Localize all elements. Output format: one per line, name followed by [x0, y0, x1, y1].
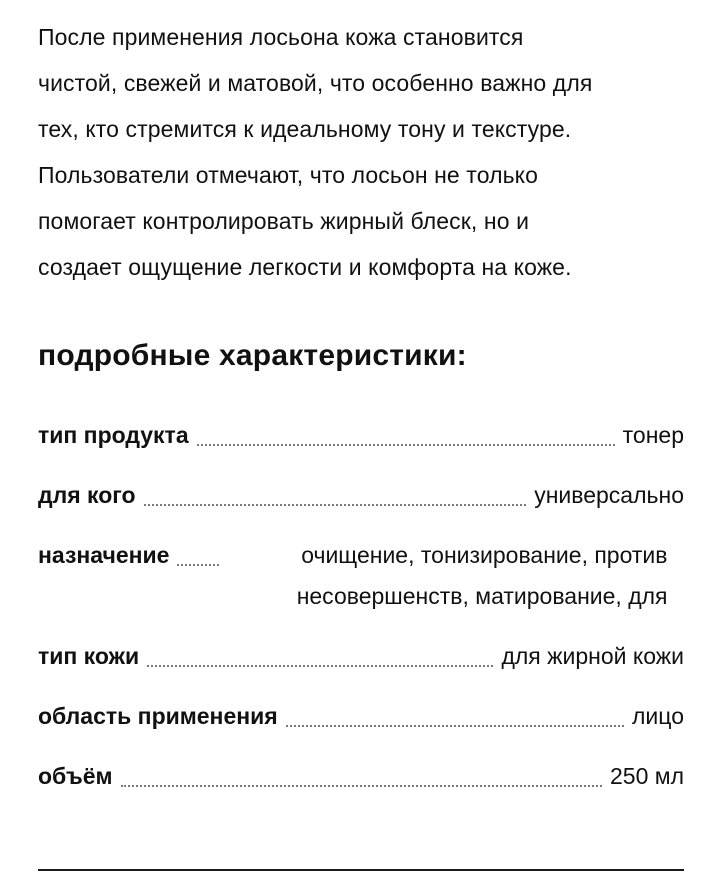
spec-row-skin-type	[38, 636, 684, 677]
spec-value: универсально	[534, 482, 684, 508]
spec-label: для кого	[38, 482, 136, 508]
spec-row-audience	[38, 475, 684, 516]
specs-list	[38, 415, 684, 797]
spec-value: очищение, тонизирование, против несовершенств, матирование, для	[296, 542, 668, 609]
spec-label: назначение	[38, 542, 170, 568]
dotted-leader	[121, 756, 602, 797]
specs-heading: подробные характеристики:	[38, 339, 467, 372]
section-divider	[38, 869, 684, 871]
dotted-leader	[177, 535, 219, 576]
spec-label: тип кожи	[38, 643, 140, 669]
spec-label: область применения	[38, 703, 278, 729]
spec-value: тонер	[622, 422, 684, 448]
spec-row-application-area	[38, 696, 684, 737]
dotted-leader	[144, 475, 527, 516]
spec-value: для жирной кожи	[501, 643, 684, 669]
spec-value: лицо	[632, 703, 684, 729]
dotted-leader	[147, 636, 493, 677]
dotted-leader	[286, 696, 624, 737]
spec-label: объём	[38, 763, 113, 789]
spec-value: 250 мл	[610, 763, 684, 789]
spec-row-volume	[38, 756, 684, 797]
dotted-leader	[197, 415, 615, 456]
spec-row-product-type	[38, 415, 684, 456]
intro-paragraph: После применения лосьона кожа становится чистой, свежей и матовой, что особенно важно для тех, кто стремится к идеальному тону и текстуре. Пользователи отмечают, что лосьон не только помогает контролировать жирный блеск, но и создает ощущение легкости и комфорта на коже.	[38, 24, 593, 280]
product-description	[38, 14, 684, 797]
spec-row-purpose	[38, 535, 684, 617]
spec-label: тип продукта	[38, 422, 189, 448]
